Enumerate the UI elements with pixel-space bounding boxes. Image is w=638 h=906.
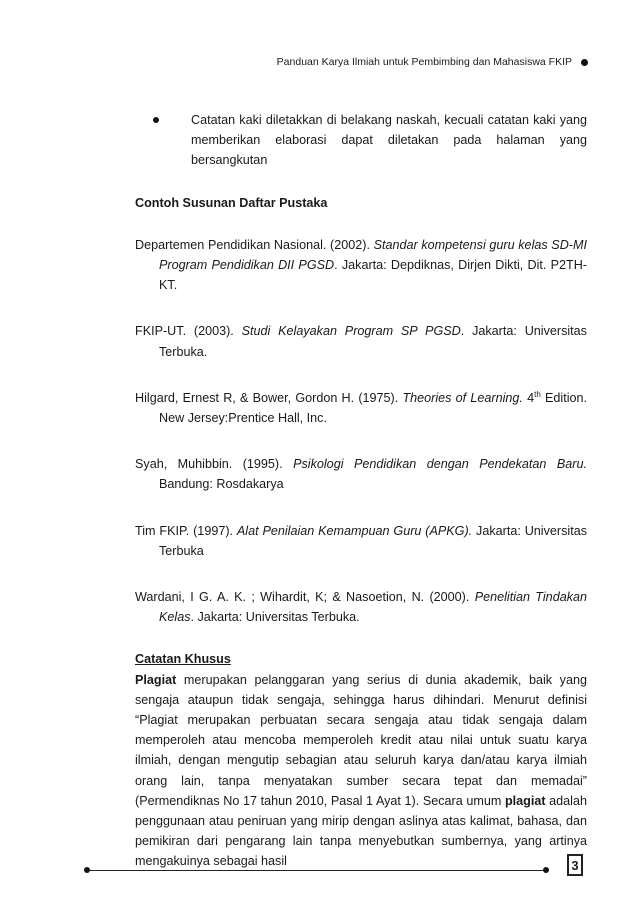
- footer-divider: [85, 870, 547, 871]
- footnote-bullet: [135, 110, 587, 171]
- header-bullet-icon: [581, 59, 588, 66]
- ref-author: Syah, Muhibbin. (1995).: [135, 457, 294, 472]
- ref-publisher: Edition. New Jersey:Prentice Hall, Inc.: [159, 390, 587, 426]
- ref-title: Penelitian Tindakan Kelas: [159, 590, 588, 625]
- ref-author: FKIP-UT. (2003).: [135, 324, 242, 339]
- ref-title: Theories of Learning.: [402, 390, 523, 405]
- reference-item: [135, 388, 587, 428]
- ref-author: Tim FKIP. (1997).: [135, 523, 237, 538]
- ref-edition: 4: [522, 390, 535, 405]
- ref-title: Studi Kelayakan Program SP PGSD: [241, 324, 461, 339]
- ref-publisher: . Jakarta: Universitas Terbuka.: [159, 324, 587, 359]
- reference-item: [135, 587, 587, 627]
- page-number-label: 3: [571, 857, 579, 873]
- reference-item: [135, 235, 587, 296]
- catatan-khusus-paragraph: [135, 670, 587, 872]
- term-plagiat-2: plagiat: [504, 793, 546, 808]
- ref-author: Departemen Pendidikan Nasional. (2002).: [135, 237, 374, 252]
- ref-title: Alat Penilaian Kemampuan Guru (APKG).: [236, 523, 473, 538]
- ref-author: Wardani, I G. A. K. ; Wihardit, K; & Nasoetion, N. (2000).: [135, 590, 475, 605]
- paragraph-text-2: adalah penggunaan atau peniruan yang mirip dengan aslinya atas kalimat, bahasa, dan pemikiran dari pengarang lain tanpa menyebutkan sumbernya, yang artinya mengakuinya sebagai hasil: [135, 793, 587, 869]
- catatan-khusus-heading: Catatan Khusus: [135, 652, 231, 667]
- page-content: [135, 110, 587, 872]
- ref-publisher: Jakarta: Universitas Terbuka: [159, 523, 587, 558]
- ref-publisher: . Jakarta: Universitas Terbuka.: [190, 610, 360, 625]
- reference-item: [135, 321, 587, 361]
- bullet-text: Catatan kaki diletakkan di belakang naskah, kecuali catatan kaki yang memberikan elaborasi dapat diletakan pada halaman yang bersangkutan: [191, 113, 587, 168]
- reference-list: [135, 235, 587, 628]
- bullet-icon: [153, 117, 159, 123]
- paragraph-text-1: merupakan pelanggaran yang serius di dunia akademik, baik yang sengaja ataupun tidak sengaja, sehingga harus dihindari. Menurut definisi “Plagiat merupakan perbuatan secara sengaja atau tidak sengaja dalam memperoleh atau mencoba memperoleh kredit atau nilai untuk suatu karya ilmiah, dengan mengutip sebagian atau seluruh karya dan/atau karya ilmiah orang lain, tanpa menyatakan sumber secara tepat dan memadai” (Permendiknas No 17 tahun 2010, Pasal 1 Ayat 1). Secara umum: [135, 672, 587, 808]
- ref-publisher: Bandung: Rosdakarya: [159, 477, 284, 492]
- header-title: Panduan Karya Ilmiah untuk Pembimbing dan Mahasiswa FKIP: [276, 56, 572, 68]
- term-plagiat: Plagiat: [135, 672, 177, 687]
- ref-edition-suffix: th: [534, 389, 541, 399]
- footer-left-dot-icon: [84, 867, 90, 873]
- page-header: [120, 56, 588, 68]
- section-title: Contoh Susunan Daftar Pustaka: [135, 195, 328, 210]
- reference-item: [135, 521, 587, 561]
- reference-item: [135, 454, 587, 494]
- ref-publisher: . Jakarta: Depdiknas, Dirjen Dikti, Dit. P2TH-KT.: [159, 258, 587, 293]
- page-number: [567, 854, 583, 876]
- ref-title: Standar kompetensi guru kelas SD-MI Program Pendidikan DII PGSD: [159, 237, 587, 273]
- ref-title: Psikologi Pendidikan dengan Pendekatan Baru.: [293, 457, 587, 472]
- ref-author: Hilgard, Ernest R, & Bower, Gordon H. (1975).: [135, 390, 403, 405]
- footer-right-dot-icon: [543, 867, 549, 873]
